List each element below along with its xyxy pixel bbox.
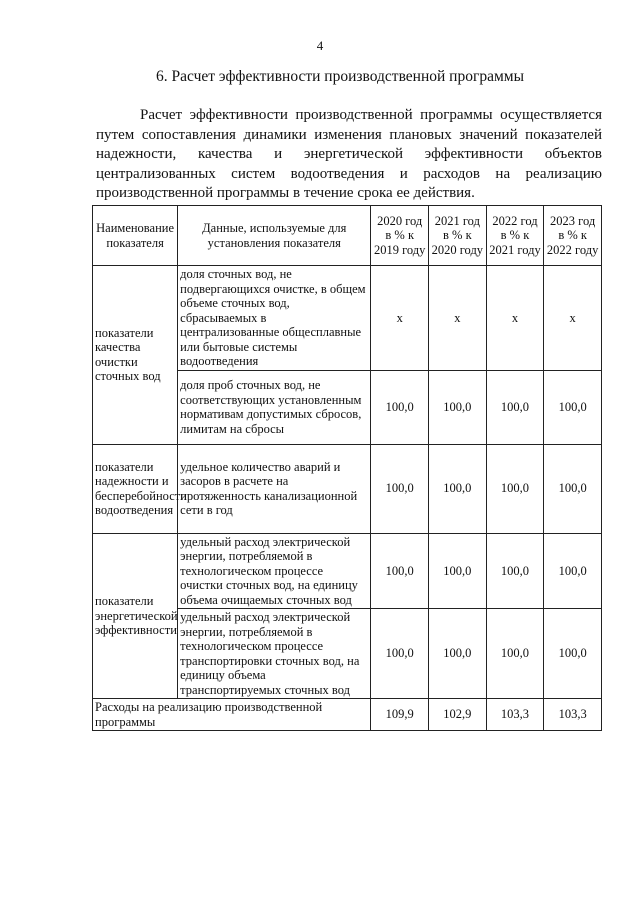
total-value-cell: 103,3 xyxy=(544,699,602,731)
value-cell: 100,0 xyxy=(429,370,487,444)
value-cell: 100,0 xyxy=(486,370,544,444)
value-cell: 100,0 xyxy=(371,444,429,533)
value-cell: 100,0 xyxy=(429,533,487,609)
value-cell: 100,0 xyxy=(544,444,602,533)
page-number: 4 xyxy=(316,38,324,53)
value-cell: х xyxy=(486,266,544,371)
value-cell: 100,0 xyxy=(486,444,544,533)
table-row xyxy=(93,266,602,371)
data-cell: доля сточных вод, не подвергающихся очистке, в общем объеме сточных вод, сбрасываемых в централизованные общесплавные или бытовые системы водоотведения xyxy=(178,266,371,371)
total-value-cell: 109,9 xyxy=(371,699,429,731)
value-cell: 100,0 xyxy=(544,609,602,699)
value-cell: 100,0 xyxy=(544,370,602,444)
total-value-cell: 102,9 xyxy=(429,699,487,731)
total-expenses-label: Расходы на реализацию производственной программы xyxy=(93,699,371,731)
header-year-2021: 2021 год в % к 2020 году xyxy=(429,206,487,266)
efficiency-table xyxy=(92,205,602,731)
value-cell: 100,0 xyxy=(486,533,544,609)
header-source-data: Данные, используемые для установления показателя xyxy=(178,206,371,266)
data-cell: удельный расход электрической энергии, потребляемой в технологическом процессе очистки сточных вод, на единицу объема очищаемых сточных вод xyxy=(178,533,371,609)
header-year-2022: 2022 год в % к 2021 году xyxy=(486,206,544,266)
table-row xyxy=(93,533,602,609)
value-cell: х xyxy=(544,266,602,371)
value-cell: 100,0 xyxy=(371,609,429,699)
total-value-cell: 103,3 xyxy=(486,699,544,731)
value-cell: 100,0 xyxy=(429,609,487,699)
value-cell: 100,0 xyxy=(544,533,602,609)
value-cell: х xyxy=(429,266,487,371)
indicator-cell-reliability: показатели надежности и бесперебойности водоотведения xyxy=(93,444,178,533)
header-year-2020: 2020 год в % к 2019 году xyxy=(371,206,429,266)
value-cell: х xyxy=(371,266,429,371)
header-indicator-name: Наименование показателя xyxy=(93,206,178,266)
value-cell: 100,0 xyxy=(486,609,544,699)
data-cell: доля проб сточных вод, не соответствующих установленным нормативам допустимых сбросов, лимитам на сбросы xyxy=(178,370,371,444)
table-header-row xyxy=(93,206,602,266)
intro-paragraph: Расчет эффективности производственной программы осуществляется путем сопоставления динамики изменения плановых значений показателей надежности, качества и энергетической эффективности объектов централизованных систем водоотведения и расходов на реализацию производственной программы в течение срока ее действия. xyxy=(96,107,602,201)
section-title: 6. Расчет эффективности производственной программы xyxy=(156,68,524,85)
value-cell: 100,0 xyxy=(371,370,429,444)
indicator-cell-energy: показатели энергетической эффективности xyxy=(93,533,178,699)
header-year-2023: 2023 год в % к 2022 году xyxy=(544,206,602,266)
data-cell: удельное количество аварий и засоров в расчете на протяженность канализационной сети в год xyxy=(178,444,371,533)
value-cell: 100,0 xyxy=(429,444,487,533)
table-total-row xyxy=(93,699,602,731)
table-row xyxy=(93,444,602,533)
data-cell: удельный расход электрической энергии, потребляемой в технологическом процессе транспортировки сточных вод, на единицу объема транспортируемых сточных вод xyxy=(178,609,371,699)
indicator-cell-quality: показатели качества очистки сточных вод xyxy=(93,266,178,445)
value-cell: 100,0 xyxy=(371,533,429,609)
